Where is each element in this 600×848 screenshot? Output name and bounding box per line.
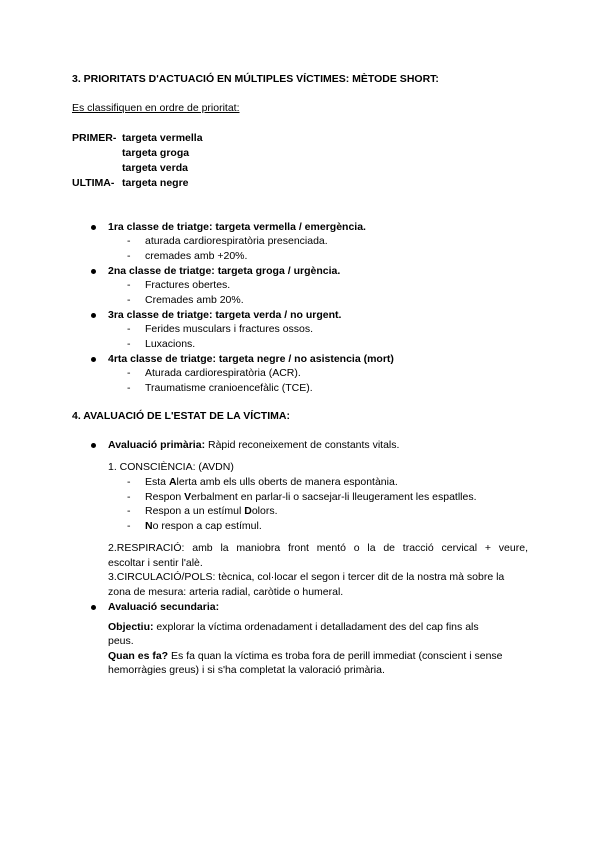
dash-icon: - bbox=[127, 367, 131, 379]
when-line-1 bbox=[108, 649, 503, 663]
breathing-line-1: 2.RESPIRACIÓ: amb la maniobra front mentó o la de tracció cervical + veure, bbox=[108, 542, 528, 554]
class-4-item-2: Traumatisme cranioencefàlic (TCE). bbox=[145, 382, 313, 394]
class-3-item-1: Ferides musculars i fractures ossos. bbox=[145, 323, 314, 335]
class-4-item-1: Aturada cardiorespiratòria (ACR). bbox=[145, 367, 301, 379]
class-2-item-2: Cremades amb 20%. bbox=[145, 294, 244, 306]
consciousness-item-alert bbox=[145, 475, 398, 489]
dash-icon: - bbox=[127, 338, 131, 350]
class-1-item-1: aturada cardiorespiratòria presenciada. bbox=[145, 235, 328, 247]
objective-text: explorar la víctima ordenadament i detalladament des del cap fins als bbox=[153, 621, 479, 633]
item-text: Esta bbox=[145, 476, 169, 488]
consciousness-heading: 1. CONSCIÈNCIA: (AVDN) bbox=[108, 461, 234, 473]
item-text: o respon a cap estímul. bbox=[152, 520, 262, 532]
circulation-line-2: zona de mesura: arteria radial, caròtide o humeral. bbox=[108, 586, 344, 598]
secondary-evaluation-label: Avaluació secundaria: bbox=[108, 601, 220, 613]
consciousness-item-verbal bbox=[145, 490, 477, 504]
priority-prefix-last: ULTIMA- bbox=[72, 177, 115, 189]
priority-label-red: targeta vermella bbox=[122, 132, 203, 144]
consciousness-item-pain bbox=[145, 504, 278, 518]
primary-evaluation-text: Ràpid reconeixement de constants vitals. bbox=[205, 439, 400, 451]
item-text: lerta amb els ulls oberts de manera espontània. bbox=[176, 476, 398, 488]
dash-icon: - bbox=[127, 294, 131, 306]
class-2-item-1: Fractures obertes. bbox=[145, 279, 231, 291]
item-initial: V bbox=[184, 491, 192, 503]
bullet-icon bbox=[91, 225, 96, 230]
dash-icon: - bbox=[127, 520, 131, 532]
class-3-title: 3ra classe de triatge: targeta verda / no urgent. bbox=[108, 309, 342, 321]
dash-icon: - bbox=[127, 235, 131, 247]
bullet-icon bbox=[91, 443, 96, 448]
class-2-title: 2na classe de triatge: targeta groga / urgència. bbox=[108, 265, 341, 277]
priority-label-black: targeta negre bbox=[122, 177, 189, 189]
when-line-2: hemorràgies greus) i si s'ha completat la valoració primària. bbox=[108, 664, 385, 676]
class-3-item-2: Luxacions. bbox=[145, 338, 196, 350]
section-3-heading: 3. PRIORITATS D'ACTUACIÓ EN MÚLTIPLES VÍCTIMES: MÈTODE SHORT: bbox=[72, 73, 439, 85]
section-4-heading: 4. AVALUACIÓ DE L'ESTAT DE LA VÍCTIMA: bbox=[72, 410, 290, 422]
bullet-icon bbox=[91, 605, 96, 610]
bullet-icon bbox=[91, 269, 96, 274]
objective-line-2: peus. bbox=[108, 635, 134, 647]
bullet-icon bbox=[91, 313, 96, 318]
dash-icon: - bbox=[127, 279, 131, 291]
item-text: erbalment en parlar-li o sacsejar-li lleugerament les espatlles. bbox=[191, 491, 477, 503]
dash-icon: - bbox=[127, 491, 131, 503]
dash-icon: - bbox=[127, 323, 131, 335]
dash-icon: - bbox=[127, 505, 131, 517]
dash-icon: - bbox=[127, 250, 131, 262]
class-1-item-2: cremades amb +20%. bbox=[145, 250, 248, 262]
circulation-line-1: 3.CIRCULACIÓ/POLS: tècnica, col·locar el segon i tercer dit de la nostra mà sobre la bbox=[108, 571, 505, 583]
primary-evaluation-label: Avaluació primària: bbox=[108, 439, 206, 451]
primary-evaluation-line bbox=[108, 438, 399, 452]
item-text: Respon a un estímul bbox=[145, 505, 245, 517]
class-4-title: 4rta classe de triatge: targeta negre / no asistencia (mort) bbox=[108, 353, 394, 365]
item-initial: D bbox=[244, 505, 252, 517]
objective-line-1 bbox=[108, 620, 479, 634]
priority-prefix-first: PRIMER- bbox=[72, 132, 117, 144]
item-initial: A bbox=[168, 476, 177, 488]
item-text: olors. bbox=[251, 505, 278, 517]
dash-icon: - bbox=[127, 382, 131, 394]
when-text: Es fa quan la víctima es troba fora de perill immediat (conscient i sense bbox=[168, 650, 503, 662]
priority-label-yellow: targeta groga bbox=[122, 147, 190, 159]
class-1-title: 1ra classe de triatge: targeta vermella / emergència. bbox=[108, 221, 366, 233]
dash-icon: - bbox=[127, 476, 131, 488]
bullet-icon bbox=[91, 357, 96, 362]
breathing-line-2: escoltar i sentir l'alè. bbox=[108, 557, 203, 569]
when-label: Quan es fa? bbox=[108, 650, 169, 662]
priority-label-green: targeta verda bbox=[122, 162, 188, 174]
consciousness-item-none bbox=[145, 519, 262, 533]
objective-label: Objectiu: bbox=[108, 621, 154, 633]
priority-intro: Es classifiquen en ordre de prioritat: bbox=[72, 102, 240, 114]
item-text: Respon bbox=[145, 491, 185, 503]
item-initial: N bbox=[145, 520, 153, 532]
